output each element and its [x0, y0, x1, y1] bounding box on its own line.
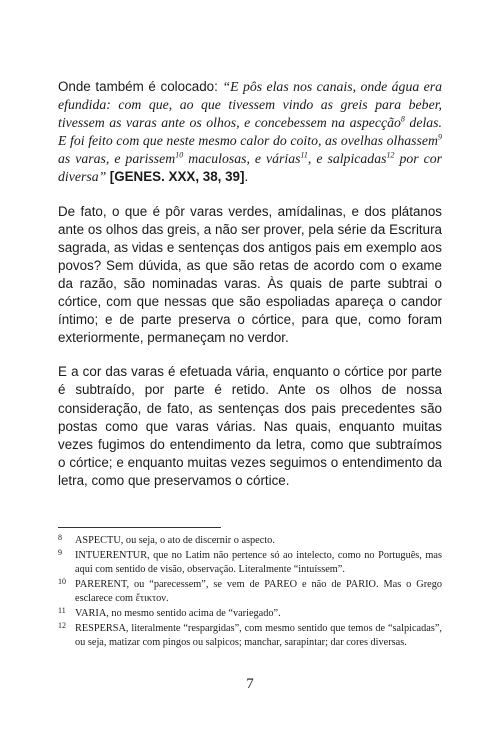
footnote: [58, 607, 442, 621]
paragraph-1: [58, 78, 442, 187]
footnotes: [58, 534, 442, 651]
quote-part: por cor diversa”: [58, 151, 442, 185]
p1-lead: Onde também é colocado:: [58, 79, 223, 94]
quote-part: “E pôs elas nos canais, onde água era efundida: com que, ao que tivessem vindo as greis para beber, tivessem as varas ante os olhos, e concebessem na aspecção: [58, 79, 442, 131]
footnote-ref-8[interactable]: 8: [400, 114, 405, 124]
footnote: [58, 622, 442, 650]
footnote: [58, 578, 442, 606]
p1-end: .: [244, 169, 249, 185]
quote-part: , e salpicadas: [307, 151, 387, 167]
footnote-number: 10: [58, 577, 66, 586]
page-number: 7: [246, 676, 254, 692]
footnote: [58, 534, 442, 548]
footnote-ref-9[interactable]: 9: [438, 132, 442, 142]
footnote-ref-10[interactable]: 10: [175, 150, 184, 160]
footnote-number: 12: [58, 621, 66, 630]
quote-part: maculosas, e várias: [183, 151, 301, 167]
footnote-divider: [58, 527, 221, 528]
scripture-reference: [GENES. XXX, 38, 39]: [109, 169, 245, 185]
footnote-number: 11: [58, 606, 66, 615]
footnote-ref-12[interactable]: 12: [386, 150, 395, 160]
footnote: [58, 549, 442, 577]
footnote-number: 9: [58, 548, 62, 557]
footnote-text: RESPERSA, literalmente “respargidas”, com mesmo sentido que temos de “salpicadas”, ou seja, matizar com pingos ou salpicos; manchar, sarapintar; dar cores diversas.: [75, 623, 442, 648]
footnote-text: INTUERENTUR, que no Latim não pertence só ao intelecto, como no Português, mas aqui com sentido de visão, observação. Literalmente “intuíssem”.: [75, 550, 442, 575]
footnote-text: VARIA, no mesmo sentido acima de “variegado”.: [75, 608, 281, 619]
main-text: [58, 78, 442, 506]
footnote-number: 8: [58, 533, 62, 542]
paragraph-2: De fato, o que é pôr varas verdes, amídalinas, e dos plátanos ante os olhos das greis, a não ser prover, pela série da Escritura sagrada, as vidas e sentenças dos antigos pais em exemplo aos povos? Sem dúvida, as que são retas de acordo com o exame da razão, são nominadas varas. Às quais de parte subtrai o córtice, com que nessas que são espoliadas apareça o candor íntimo; e de parte preserva o córtice, para que, como foram exteriormente, permaneçam no verdor.: [58, 203, 442, 346]
footnote-text: ASPECTU, ou seja, o ato de discernir o aspecto.: [75, 535, 275, 546]
footnote-ref-11[interactable]: 11: [300, 150, 308, 160]
quote-part: delas. E foi feito com que neste mesmo calor do coito, as ovelhas olhassem: [58, 115, 442, 149]
paragraph-3: E a cor das varas é efetuada vária, enquanto o córtice por parte é subtraído, por parte é retido. Ante os olhos de nossa consideração, de fato, as sentenças dos pais precedentes são postas como que varas várias. Nas quais, enquanto muitas vezes fugimos do entendimento da letra, como que subtraímos o córtice; e enquanto muitas vezes seguimos o entendimento da letra, como que preservamos o córtice.: [58, 364, 442, 488]
footnote-text: PARERENT, ou “parecessem”, se vem de PAREO e não de PARIO. Mas o Grego esclarece com ἔτικτον.: [75, 579, 442, 604]
quote-part: as varas, e parissem: [58, 151, 176, 167]
